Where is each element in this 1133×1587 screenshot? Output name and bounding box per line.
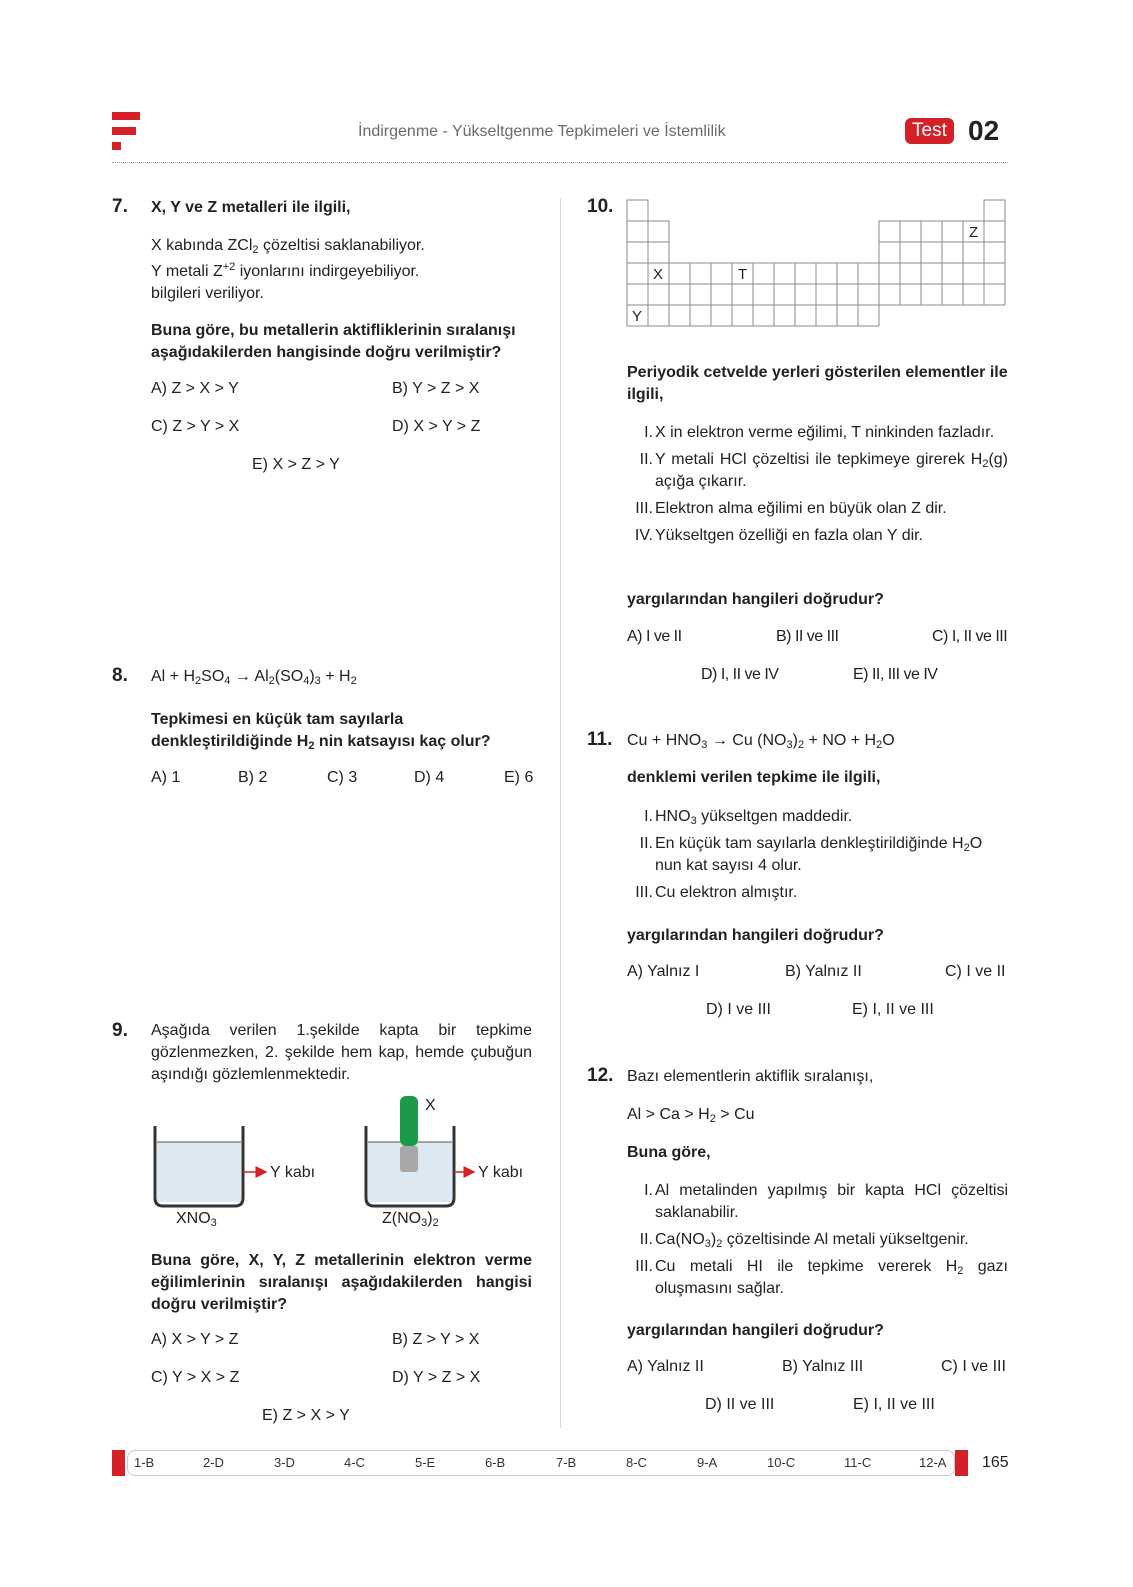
answer-key-item: 7-B xyxy=(556,1455,577,1470)
question-number: 12. xyxy=(587,1065,614,1086)
vessel-1-label: Y kabı xyxy=(270,1164,316,1181)
option-a[interactable]: A) Yalnız II xyxy=(627,1358,704,1375)
question-ask: yargılarından hangileri doğrudur? xyxy=(627,927,884,944)
option-c[interactable]: C) I ve III xyxy=(941,1358,1006,1375)
question-number: 7. xyxy=(112,196,128,217)
answer-key-item: 2-D xyxy=(203,1455,224,1470)
option-b[interactable]: B) Y > Z > X xyxy=(392,380,480,397)
option-b[interactable]: B) 2 xyxy=(238,769,268,786)
option-d[interactable]: D) I, II ve IV xyxy=(701,666,779,683)
option-e[interactable]: E) Z > X > Y xyxy=(262,1407,350,1424)
option-a[interactable]: A) X > Y > Z xyxy=(151,1331,239,1348)
answer-key-item: 10-C xyxy=(767,1455,796,1470)
rod-corroded-part xyxy=(400,1146,418,1172)
question-stem: Buna göre, X, Y, Z metallerinin elektron verme eğilimlerinin sıralanışı aşağıdakilerden hangisi doğru verilmiştir? xyxy=(151,1252,532,1313)
question-intro: Aşağıda verilen 1.şekilde kapta bir tepkime gözlenmezken, 2. şekilde hem kap, hemde çubuğun aşındığı gözlemlenmektedir. xyxy=(151,1022,532,1083)
element-z-label: Z xyxy=(969,224,979,241)
question-lead: Buna göre, xyxy=(627,1144,711,1161)
answer-key-item: 12-A xyxy=(919,1455,947,1470)
answer-key-item: 1-B xyxy=(134,1455,155,1470)
question-info: X kabında ZCl$_2$ çözeltisi saklanabiliyor. Y metali $Z^{+2}$ iyonlarını indirgeyebiliyor. bilgileri veriliyor. xyxy=(151,237,425,302)
periodic-table-grid xyxy=(626,199,1008,329)
option-c[interactable]: C) 3 xyxy=(327,769,358,786)
option-e[interactable]: E) II, III ve IV xyxy=(853,666,938,683)
option-b[interactable]: B) Z > Y > X xyxy=(392,1331,480,1348)
rod-label: X xyxy=(425,1097,436,1114)
option-c[interactable]: C) I ve II xyxy=(945,963,1006,980)
statement-iii: III. Elektron alma eğilimi en büyük olan Z dir. xyxy=(635,500,947,517)
option-d[interactable]: D) 4 xyxy=(414,769,445,786)
answer-key-item: 11-C xyxy=(844,1455,872,1470)
footer-accent-right xyxy=(955,1450,968,1476)
answer-key-item: 6-B xyxy=(485,1455,506,1470)
question-intro: X, Y ve Z metalleri ile ilgili, xyxy=(151,199,351,216)
answer-key-item: 9-A xyxy=(697,1455,718,1470)
page-header-title: İndirgenme - Yükseltgenme Tepkimeleri ve İstemlilik xyxy=(358,123,726,140)
statement-iii: III. Cu elektron almıştır. xyxy=(635,884,798,901)
answer-key xyxy=(127,1450,955,1476)
question-intro: Bazı elementlerin aktiflik sıralanışı, xyxy=(627,1068,874,1085)
vessel-2-label: Y kabı xyxy=(478,1164,524,1181)
answer-key-item: 3-D xyxy=(274,1455,295,1470)
option-e[interactable]: E) X > Z > Y xyxy=(252,456,340,473)
question-stem: Tepkimesi en küçük tam sayılarla denkleştirildiğinde $H_2$ nin katsayısı kaç olur? xyxy=(151,711,491,752)
option-d[interactable]: D) Y > Z > X xyxy=(392,1369,481,1386)
statement-ii: II. En küçük tam sayılarla denkleştirildiğinde $H_2O$ nun kat sayısı 4 olur. xyxy=(639,835,983,874)
answer-key-item: 5-E xyxy=(415,1455,436,1470)
statement-iii: III. Cu metali HI ile tepkime vererek $H_2$ gazı oluşmasını sağlar. xyxy=(635,1258,1008,1297)
option-c[interactable]: C) Y > X > Z xyxy=(151,1369,240,1386)
header-divider xyxy=(112,162,1008,163)
option-e[interactable]: E) I, II ve III xyxy=(852,1001,934,1018)
statement-ii: II. $Ca(NO_3)_2$ çözeltisinde Al metali yükseltgenir. xyxy=(639,1231,969,1250)
element-t-label: T xyxy=(738,266,748,283)
page-number: 165 xyxy=(982,1454,1009,1471)
question-ask: yargılarından hangileri doğrudur? xyxy=(627,1322,884,1339)
solution-1-label: $XNO_3$ xyxy=(176,1210,217,1229)
option-b[interactable]: B) II ve III xyxy=(776,628,839,645)
element-x-label: X xyxy=(653,266,664,283)
reaction-equation: $Cu + HNO_3 \to Cu$ $(NO_3)_2$ + NO + $H_2O$ xyxy=(627,732,895,751)
answer-key-item: 4-C xyxy=(344,1455,365,1470)
statement-ii: II. Y metali HCl çözeltisi ile tepkimeye girerek $H_2(g)$ açığa çıkarır. xyxy=(639,451,1008,490)
option-d[interactable]: D) X > Y > Z xyxy=(392,418,481,435)
column-divider xyxy=(560,198,561,1428)
statement-i: I. X in elektron verme eğilimi, T ninkinden fazladır. xyxy=(644,424,995,441)
question-number: 8. xyxy=(112,665,128,686)
solution-2-label: $Z(NO_3)_2$ xyxy=(382,1210,439,1229)
question-number: 11. xyxy=(587,729,613,750)
statement-list xyxy=(627,806,1008,909)
metal-rod xyxy=(400,1096,418,1146)
statement-i: I. $HNO_3$ yükseltgen maddedir. xyxy=(644,808,853,827)
test-number: 02 xyxy=(968,115,1000,146)
statement-list xyxy=(627,422,1008,552)
option-c[interactable]: C) Z > Y > X xyxy=(151,418,240,435)
option-c[interactable]: C) I, II ve III xyxy=(932,628,1008,645)
option-d[interactable]: D) II ve III xyxy=(705,1396,775,1413)
answer-key-item: 8-C xyxy=(626,1455,647,1470)
option-d[interactable]: D) I ve III xyxy=(706,1001,771,1018)
option-e[interactable]: E) 6 xyxy=(504,769,534,786)
question-ask: yargılarından hangileri doğrudur? xyxy=(627,591,884,608)
option-e[interactable]: E) I, II ve III xyxy=(853,1396,935,1413)
test-badge: Test xyxy=(905,118,954,144)
question-stem: Buna göre, bu metallerin aktifliklerinin sıralanışı aşağıdakilerden hangisinde doğru verilmiştir? xyxy=(151,322,516,361)
activity-series: $Al > Ca > H_2 > Cu$ xyxy=(627,1106,755,1125)
option-a[interactable]: A) 1 xyxy=(151,769,181,786)
option-a[interactable]: A) I ve II xyxy=(627,628,682,645)
reaction-equation: $Al + H_2SO_4 \to Al_2(SO_4)_3 + H_2$ xyxy=(151,668,357,687)
option-a[interactable]: A) Yalnız I xyxy=(627,963,700,980)
question-number: 9. xyxy=(112,1020,128,1041)
option-a[interactable]: A) Z > X > Y xyxy=(151,380,239,397)
question-number: 10. xyxy=(587,196,614,217)
statement-iv: IV. Yükseltgen özelliği en fazla olan Y dir. xyxy=(634,527,924,544)
statement-list xyxy=(627,1180,1008,1305)
question-stem: Periyodik cetvelde yerleri gösterilen elementler ile ilgili, xyxy=(627,364,1008,403)
solution-liquid xyxy=(157,1142,241,1202)
option-b[interactable]: B) Yalnız III xyxy=(782,1358,864,1375)
option-b[interactable]: B) Yalnız II xyxy=(785,963,862,980)
footer-accent-left xyxy=(112,1450,125,1476)
element-y-label: Y xyxy=(632,308,643,325)
statement-i: I. Al metalinden yapılmış bir kapta HCl çözeltisi saklanabilir. xyxy=(644,1182,1008,1221)
question-intro: denklemi verilen tepkime ile ilgili, xyxy=(627,769,881,786)
